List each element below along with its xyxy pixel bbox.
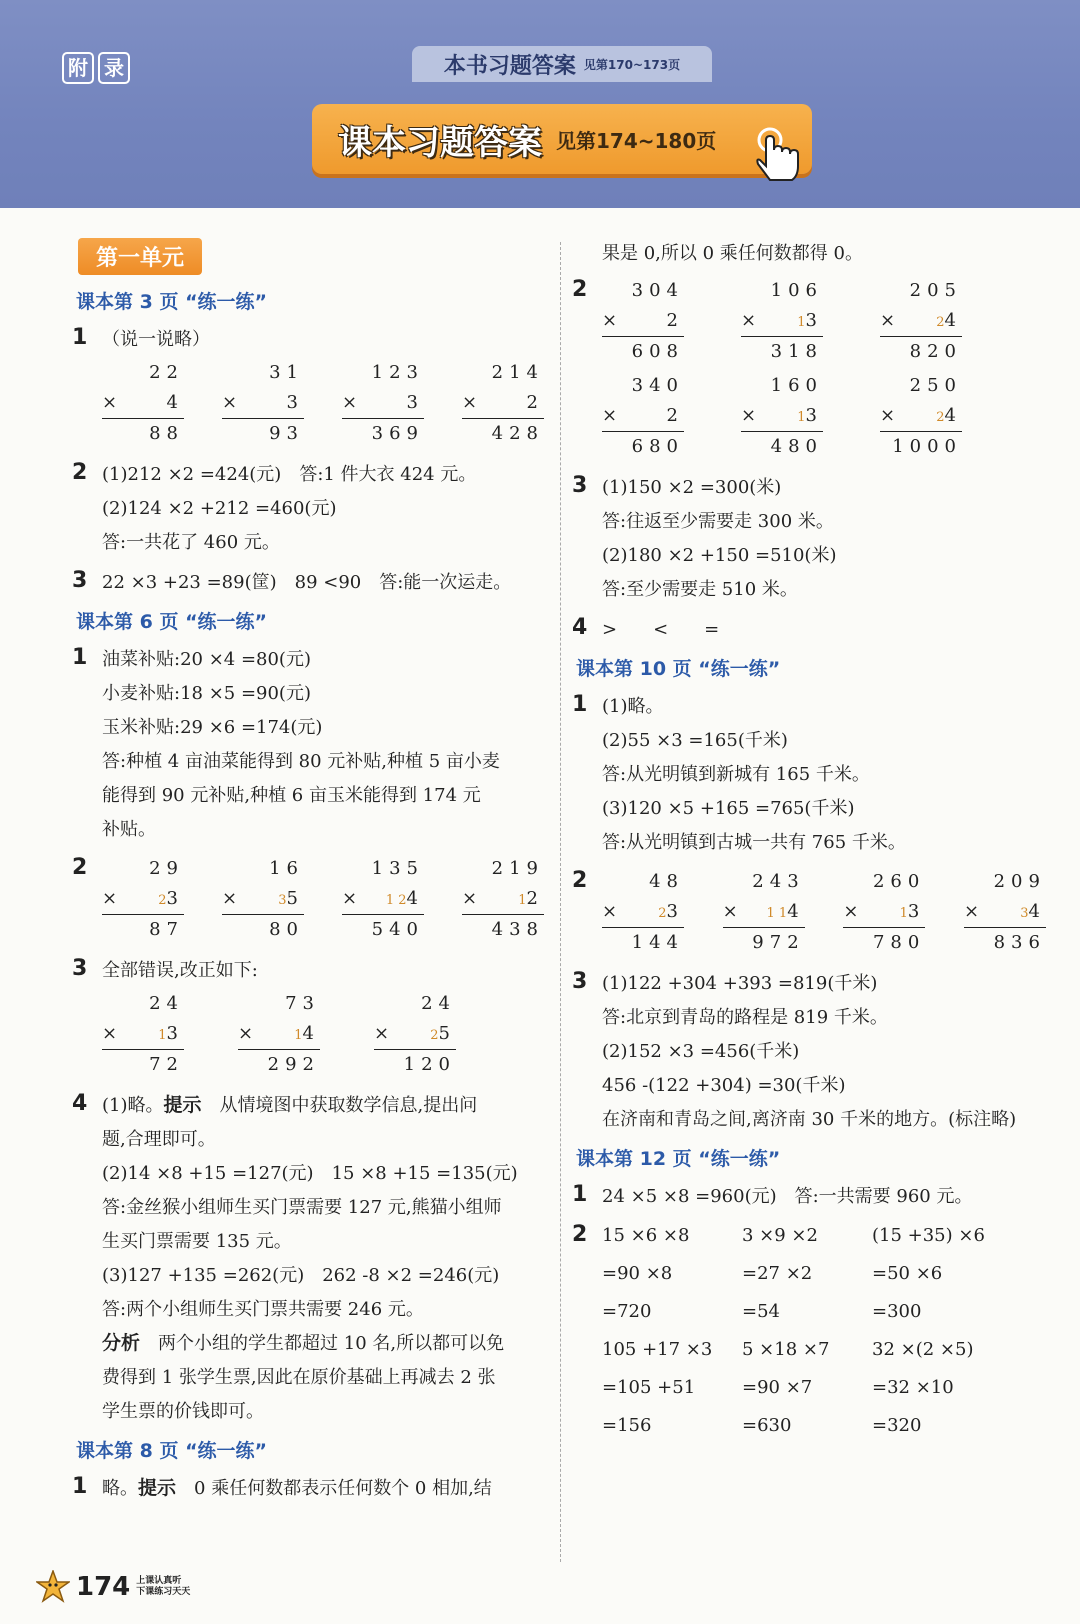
times-sign: × (102, 888, 118, 909)
multiplier-row (222, 884, 304, 915)
answer-line: (1)122 +304 +393 =819(千米) (602, 973, 878, 994)
answer-line: 费得到 1 张学生票,因此在原价基础上再减去 2 张 (102, 1367, 496, 1388)
multiplicand: 16 (269, 858, 304, 879)
multiplicand: 340 (631, 375, 684, 396)
vertical-calc (342, 854, 424, 945)
multiplier (430, 1019, 456, 1049)
multiplicand: 31 (269, 362, 304, 383)
section-page-10: 课本第 10 页 “练一练” (576, 658, 781, 680)
multiplier (158, 1019, 184, 1049)
answer-line: 补贴。 (102, 819, 156, 840)
multiplicand: 260 (872, 871, 926, 892)
answer-line: 答:种植 4 亩油菜能得到 80 元补贴,种植 5 亩小麦 (102, 751, 500, 772)
answer-line: 玉米补贴:29 ×6 =174(元) (102, 717, 323, 738)
product: 88 (149, 423, 184, 444)
multiplicand: 250 (909, 375, 962, 396)
vertical-calcs (602, 371, 1052, 462)
multiplier (1020, 897, 1046, 927)
vertical-calcs (102, 358, 550, 449)
multiplicand: 73 (285, 993, 320, 1014)
question-number: 2 (72, 855, 88, 880)
product: 369 (371, 423, 424, 444)
calc-step: =54 (742, 1301, 780, 1322)
calc-step: =300 (872, 1301, 922, 1322)
question-2 (572, 274, 1052, 466)
multiplicand: 243 (752, 871, 805, 892)
multiplier-row (964, 897, 1046, 928)
vertical-calcs (602, 276, 1052, 367)
multiplicand: 24 (149, 993, 184, 1014)
column-divider (560, 242, 562, 1562)
calc-step: 15 ×6 ×8 (602, 1225, 690, 1246)
vertical-calc (723, 867, 805, 958)
calc-step: =90 ×7 (742, 1377, 813, 1398)
product: 438 (491, 919, 544, 940)
multiplier-digit: 4 (166, 392, 184, 413)
multiplier (936, 401, 962, 431)
answer-text: 略。 (102, 1478, 138, 1499)
tab-book-answers[interactable] (412, 46, 712, 82)
times-sign: × (238, 1023, 254, 1044)
question-number: 1 (572, 692, 588, 717)
product: 680 (631, 436, 684, 457)
multiplier-row (723, 897, 805, 928)
multiplier-digit: 3 (805, 405, 823, 426)
question-number: 2 (572, 1222, 588, 1247)
calc-step: =320 (872, 1415, 922, 1436)
carry-digits: 3 (278, 893, 287, 908)
answer-line: 答:从光明镇到新城有 165 千米。 (602, 764, 870, 785)
carry-digits: 1 (797, 315, 806, 330)
carry-digits: 2 (430, 1028, 439, 1043)
calc-step: =27 ×2 (742, 1263, 813, 1284)
multiplicand: 205 (909, 280, 962, 301)
carry-digits: 2 (658, 906, 667, 921)
product: 72 (149, 1054, 184, 1075)
answer-line: (2)14 ×8 +15 =127(元) 15 ×8 +15 =135(元) (102, 1163, 518, 1184)
calc-step: =90 ×8 (602, 1263, 673, 1284)
answer-line: 22 ×3 +23 =89(筐) 89 <90 答:能一次运走。 (102, 572, 512, 593)
answer-line: 答:金丝猴小组师生买门票需要 127 元,熊猫小组师 (102, 1197, 502, 1218)
answer-line: (2)124 ×2 +212 =460(元) (102, 498, 337, 519)
times-sign: × (374, 1023, 390, 1044)
multiplier (797, 401, 823, 431)
multiplier-row (374, 1019, 456, 1050)
question-number: 3 (72, 568, 88, 593)
multiplier (386, 884, 424, 914)
times-sign: × (222, 888, 238, 909)
vertical-calc (602, 371, 684, 462)
vertical-calc (374, 989, 456, 1080)
carry-digits: 2 (936, 315, 945, 330)
product: 820 (909, 341, 962, 362)
question-1 (72, 1471, 550, 1507)
calc-step: =50 ×6 (872, 1263, 943, 1284)
multiplier-row (102, 388, 184, 419)
times-sign: × (342, 888, 358, 909)
times-sign: × (342, 392, 358, 413)
times-sign: × (602, 901, 618, 922)
slogan-line: 下课练习天天 (136, 1587, 191, 1597)
multiplicand: 29 (149, 858, 184, 879)
question-number: 4 (72, 1091, 88, 1116)
times-sign: × (602, 405, 618, 426)
times-sign: × (741, 310, 757, 331)
multiplier (167, 388, 184, 418)
carry-digits: 1 (518, 893, 527, 908)
multiplier-row (102, 1019, 184, 1050)
multiplier (278, 884, 304, 914)
star-mascot-icon (36, 1570, 70, 1604)
calc-step: =630 (742, 1415, 792, 1436)
answer-line: (1)212 ×2 =424(元) 答:1 件大衣 424 元。 (102, 464, 477, 485)
question-2 (572, 865, 1052, 962)
vertical-calc (602, 867, 684, 958)
step-calculations (602, 1219, 1052, 1443)
vertical-calc (964, 867, 1046, 958)
answer-line: 答:北京到青岛的路程是 819 千米。 (602, 1007, 888, 1028)
multiplier (667, 401, 684, 431)
question-3 (72, 565, 550, 601)
answer-line: (2)152 ×3 =456(千米) (602, 1041, 800, 1062)
times-sign: × (462, 888, 478, 909)
answer-text: 0 乘任何数都表示任何数个 0 相加,结 (176, 1478, 492, 1499)
multiplicand: 24 (421, 993, 456, 1014)
calc-step: =720 (602, 1301, 652, 1322)
answer-line: 答:至少需要走 510 米。 (602, 579, 798, 600)
question-2 (72, 457, 550, 561)
page-footer (36, 1570, 190, 1604)
appendix-label (62, 52, 130, 84)
calc-step: 3 ×9 ×2 (742, 1225, 818, 1246)
multiplier-digit: 4 (302, 1023, 320, 1044)
multiplier-digit: 4 (787, 901, 805, 922)
page-number: 174 (76, 1572, 131, 1602)
carry-digits: 1 (899, 906, 908, 921)
right-column (572, 236, 1052, 1447)
vertical-calc (741, 276, 823, 367)
carry-digits: 1 1 (766, 906, 788, 921)
multiplicand: 160 (770, 375, 823, 396)
calc-step: =32 ×10 (872, 1377, 954, 1398)
question-1 (72, 322, 550, 453)
product: 318 (770, 341, 823, 362)
times-sign: × (102, 1023, 118, 1044)
question-number: 2 (72, 460, 88, 485)
multiplier (936, 306, 962, 336)
answer-line: (1)150 ×2 =300(米) (602, 477, 782, 498)
answer-line: （说一说略） (102, 329, 210, 350)
multiplier (797, 306, 823, 336)
vertical-calc (462, 854, 544, 945)
multiplier-digit: 4 (944, 310, 962, 331)
multiplier-row (462, 388, 544, 419)
product: 80 (269, 919, 304, 940)
multiplier-row (741, 401, 823, 432)
answer-line: (2)180 ×2 +150 =510(米) (602, 545, 837, 566)
answer-line: 答:从光明镇到古城一共有 765 千米。 (602, 832, 906, 853)
multiplier-row (102, 884, 184, 915)
vertical-calc (238, 989, 320, 1080)
multiplier-row (222, 388, 304, 419)
product: 144 (631, 932, 684, 953)
product: 87 (149, 919, 184, 940)
appendix-char-2: 录 (98, 52, 130, 84)
multiplier-digit: 4 (1028, 901, 1046, 922)
vertical-calc (880, 276, 962, 367)
question-number: 3 (572, 969, 588, 994)
answer-line: 全部错误,改正如下: (102, 960, 258, 981)
answer-line: 油菜补贴:20 ×4 =80(元) (102, 649, 311, 670)
vertical-calc (843, 867, 925, 958)
multiplicand: 219 (491, 858, 544, 879)
carry-digits: 3 (1020, 906, 1029, 921)
appendix-char-1: 附 (62, 52, 94, 84)
multiplier (518, 884, 544, 914)
answer-line: 小麦补贴:18 ×5 =90(元) (102, 683, 311, 704)
product: 292 (267, 1054, 320, 1075)
pointing-hand-icon (756, 126, 804, 184)
answer-line: 能得到 90 元补贴,种植 6 亩玉米能得到 174 元 (102, 785, 481, 806)
product: 1000 (892, 436, 962, 457)
footer-slogan (136, 1576, 190, 1598)
hint-label: 提示 (138, 1477, 177, 1499)
hint-label: 提示 (163, 1094, 202, 1116)
calc-step: 32 ×(2 ×5) (872, 1339, 974, 1360)
multiplier-digit: 2 (526, 888, 544, 909)
multiplier-digit: 5 (286, 888, 304, 909)
calc-step: 105 +17 ×3 (602, 1339, 713, 1360)
vertical-calc (602, 276, 684, 367)
multiplier (287, 388, 304, 418)
multiplier-row (880, 306, 962, 337)
tab-book-answers-pages: 见第170~173页 (583, 57, 681, 72)
section-page-8: 课本第 8 页 “练一练” (76, 1440, 268, 1462)
multiplier-row (741, 306, 823, 337)
product: 93 (269, 423, 304, 444)
multiplier-row (602, 306, 684, 337)
question-1 (572, 1179, 1052, 1215)
answer-line: 答:两个小组师生买门票共需要 246 元。 (102, 1299, 424, 1320)
answer-line: 答:往返至少需要走 300 米。 (602, 511, 834, 532)
times-sign: × (722, 901, 738, 922)
answer-line: > < = (602, 619, 720, 640)
vertical-calcs (102, 989, 550, 1080)
multiplier-digit: 3 (805, 310, 823, 331)
question-number: 1 (572, 1182, 588, 1207)
answer-text: (1)略。 (102, 1095, 164, 1116)
carry-digits: 1 (797, 410, 806, 425)
multiplier-digit: 3 (166, 1023, 184, 1044)
vertical-calcs (602, 867, 1052, 958)
question-2 (572, 1219, 1052, 1443)
multiplier-digit: 2 (666, 310, 684, 331)
question-number: 4 (572, 615, 588, 640)
answer-line (102, 1473, 550, 1505)
answer-line: 生买门票需要 135 元。 (102, 1231, 292, 1252)
left-column (72, 236, 550, 1511)
times-sign: × (741, 405, 757, 426)
question-4 (72, 1088, 550, 1430)
question-1 (72, 642, 550, 848)
vertical-calc (102, 989, 184, 1080)
unit-title: 第一单元 (78, 238, 202, 275)
multiplier (658, 897, 684, 927)
vertical-calc (741, 371, 823, 462)
section-page-12: 课本第 12 页 “练一练” (576, 1148, 781, 1170)
vertical-calc (880, 371, 962, 462)
multiplier (527, 388, 544, 418)
question-number: 1 (72, 1474, 88, 1499)
question-number: 3 (72, 956, 88, 981)
multiplicand: 209 (993, 871, 1046, 892)
answer-line: 学生票的价钱即可。 (102, 1401, 264, 1422)
multiplicand: 304 (631, 280, 684, 301)
multiplier-digit: 3 (286, 392, 304, 413)
multiplicand: 135 (371, 858, 424, 879)
answer-line: 题,合理即可。 (102, 1129, 216, 1150)
answer-line: (2)55 ×3 =165(千米) (602, 730, 788, 751)
product: 540 (371, 919, 424, 940)
answer-line: 答:一共花了 460 元。 (102, 532, 280, 553)
multiplier (407, 388, 424, 418)
question-2 (72, 852, 550, 949)
section-page-6: 课本第 6 页 “练一练” (76, 611, 268, 633)
multiplier-digit: 2 (666, 405, 684, 426)
multiplier (767, 897, 805, 927)
multiplier (158, 884, 184, 914)
product: 780 (872, 932, 926, 953)
answer-line: (1)略。 (602, 696, 664, 717)
tab-textbook-answers-pages: 见第174~180页 (556, 128, 717, 153)
question-4 (572, 612, 1052, 648)
multiplier-row (342, 884, 424, 915)
multiplier-digit: 3 (666, 901, 684, 922)
multiplier-digit: 5 (438, 1023, 456, 1044)
multiplicand: 214 (491, 362, 544, 383)
answer-line: 果是 0,所以 0 乘任何数都得 0。 (602, 243, 863, 264)
header-banner (0, 0, 1080, 208)
times-sign: × (222, 392, 238, 413)
answer-line: 24 ×5 ×8 =960(元) 答:一共需要 960 元。 (602, 1186, 973, 1207)
carry-digits: 1 2 (385, 893, 407, 908)
question-number: 2 (572, 277, 588, 302)
times-sign: × (880, 310, 896, 331)
analysis-label: 分析 (102, 1332, 141, 1354)
answer-line: (3)127 +135 =262(元) 262 -8 ×2 =246(元) (102, 1265, 500, 1286)
calc-step: (15 +35) ×6 (872, 1225, 985, 1246)
multiplier (294, 1019, 320, 1049)
question-number: 3 (572, 473, 588, 498)
question-3 (572, 470, 1052, 608)
times-sign: × (602, 310, 618, 331)
tab-textbook-answers-title: 课本习题答案 (338, 122, 542, 163)
question-number: 1 (72, 645, 88, 670)
product: 428 (491, 423, 544, 444)
multiplier-digit: 2 (526, 392, 544, 413)
tab-textbook-answers[interactable] (312, 104, 812, 174)
question-1 (572, 689, 1052, 861)
vertical-calc (462, 358, 544, 449)
section-page-3: 课本第 3 页 “练一练” (76, 291, 268, 313)
answer-line (102, 1328, 550, 1360)
multiplier-row (843, 897, 925, 928)
multiplier-digit: 4 (944, 405, 962, 426)
times-sign: × (843, 901, 859, 922)
multiplier-digit: 3 (166, 888, 184, 909)
answer-text: 从情境图中获取数学信息,提出问 (201, 1095, 478, 1116)
vertical-calc (222, 358, 304, 449)
vertical-calc (102, 854, 184, 945)
multiplier-row (342, 388, 424, 419)
calc-step: =156 (602, 1415, 652, 1436)
multiplier (667, 306, 684, 336)
answer-line: 在济南和青岛之间,离济南 30 千米的地方。(标注略) (602, 1109, 1017, 1130)
multiplicand: 22 (149, 362, 184, 383)
answer-line: (3)120 ×5 +165 =765(千米) (602, 798, 855, 819)
product: 120 (403, 1054, 456, 1075)
multiplier-digit: 3 (907, 901, 926, 922)
carry-digits: 1 (294, 1028, 303, 1043)
vertical-calcs (102, 854, 550, 945)
times-sign: × (102, 392, 118, 413)
question-3 (572, 966, 1052, 1138)
times-sign: × (462, 392, 478, 413)
multiplier-digit: 3 (406, 392, 424, 413)
multiplier-row (602, 897, 684, 928)
question-number: 2 (572, 868, 588, 893)
tab-book-answers-title: 本书习题答案 (443, 53, 576, 79)
times-sign: × (963, 901, 980, 922)
carry-digits: 2 (158, 893, 167, 908)
calc-step: =105 +51 (602, 1377, 696, 1398)
product: 972 (752, 932, 805, 953)
product: 480 (770, 436, 823, 457)
multiplier-row (462, 884, 544, 915)
multiplier-row (602, 401, 684, 432)
multiplier-digit: 4 (406, 888, 424, 909)
vertical-calc (342, 358, 424, 449)
product: 608 (631, 341, 684, 362)
carry-digits: 1 (158, 1028, 167, 1043)
product: 836 (993, 932, 1046, 953)
question-number: 1 (72, 325, 88, 350)
multiplier-row (238, 1019, 320, 1050)
answer-text: 两个小组的学生都超过 10 名,所以都可以免 (140, 1333, 505, 1354)
multiplier (900, 897, 926, 927)
multiplicand: 48 (649, 871, 684, 892)
multiplier-row (880, 401, 962, 432)
slogan-line: 上课认真听 (136, 1576, 182, 1586)
answer-line: 456 -(122 +304) =30(千米) (602, 1075, 846, 1096)
question-3 (72, 953, 550, 1084)
times-sign: × (880, 405, 896, 426)
multiplicand: 106 (770, 280, 823, 301)
vertical-calc (222, 854, 304, 945)
calc-step: 5 ×18 ×7 (742, 1339, 830, 1360)
vertical-calc (102, 358, 184, 449)
answer-line (102, 1090, 550, 1122)
multiplicand: 123 (371, 362, 424, 383)
carry-digits: 2 (936, 410, 945, 425)
